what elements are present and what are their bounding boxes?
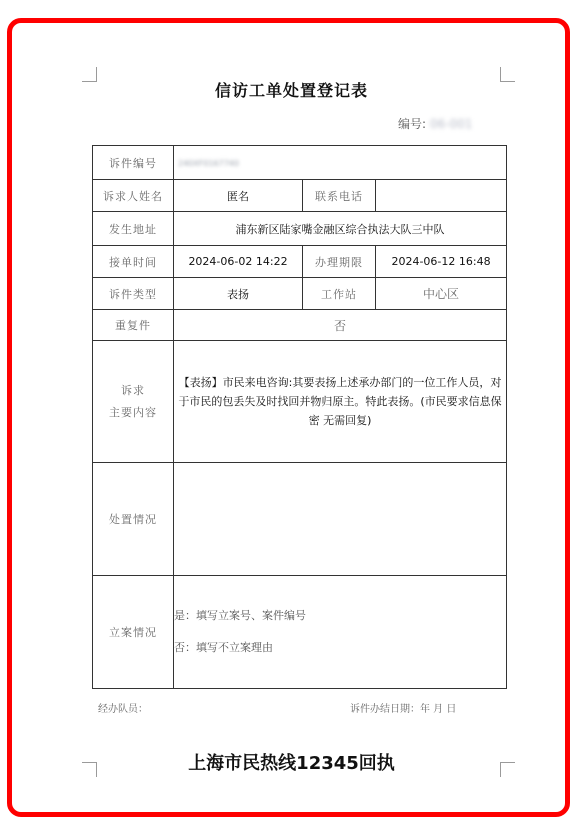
hotline-receipt-title: 上海市民热线12345回执 [188, 753, 395, 774]
content-label-line1: 诉求 [121, 383, 145, 397]
handling-value [174, 463, 507, 576]
station-label: 工作站 [303, 278, 376, 310]
row-filing [93, 576, 507, 689]
ticket-no-label: 诉件编号 [93, 146, 174, 180]
content-label-line2: 主要内容 [109, 405, 157, 419]
phone-label: 联系电话 [303, 180, 376, 212]
serial-value: 06-001 [430, 117, 473, 131]
row-received [93, 246, 507, 278]
content-label [93, 341, 174, 463]
registration-table [92, 145, 507, 689]
row-ticket-no [93, 146, 507, 180]
row-name [93, 180, 507, 212]
duplicate-value: 否 [174, 310, 507, 341]
name-value: 匿名 [174, 180, 303, 212]
address-label: 发生地址 [93, 212, 174, 246]
filing-label: 立案情况 [93, 576, 174, 689]
name-label: 诉求人姓名 [93, 180, 174, 212]
ticket-no-value: 240XF0167740 [178, 159, 239, 168]
row-type [93, 278, 507, 310]
officer-label: 经办队员： [98, 704, 148, 715]
row-address [93, 212, 507, 246]
handling-label: 处置情况 [93, 463, 174, 576]
filing-yes: 是：填写立案号、案件编号 [174, 609, 306, 622]
received-label: 接单时间 [93, 246, 174, 278]
row-content [93, 341, 507, 463]
serial-number [398, 115, 473, 132]
filing-cell [174, 576, 507, 689]
type-label: 诉件类型 [93, 278, 174, 310]
station-value: 中心区 [376, 278, 507, 310]
address-value: 浦东新区陆家嘴金融区综合执法大队三中队 [174, 212, 507, 246]
completion-date-label: 诉件办结日期：年 月 日 [350, 704, 457, 715]
serial-label: 编号: [398, 117, 427, 131]
form-title: 信访工单处置登记表 [214, 81, 368, 100]
content-value: 【表扬】市民来电咨询:其要表扬上述承办部门的一位工作人员，对于市民的包丢失及时找回并物归原主。特此表扬。(市民要求信息保密 无需回复) [174, 341, 507, 463]
duplicate-label: 重复件 [93, 310, 174, 341]
received-value: 2024-06-02 14:22 [174, 246, 303, 278]
type-value: 表扬 [174, 278, 303, 310]
phone-value [376, 180, 507, 212]
deadline-label: 办理期限 [303, 246, 376, 278]
filing-no: 否：填写不立案理由 [174, 641, 273, 654]
row-duplicate [93, 310, 507, 341]
row-handling [93, 463, 507, 576]
deadline-value: 2024-06-12 16:48 [376, 246, 507, 278]
ticket-no-cell [174, 146, 507, 180]
